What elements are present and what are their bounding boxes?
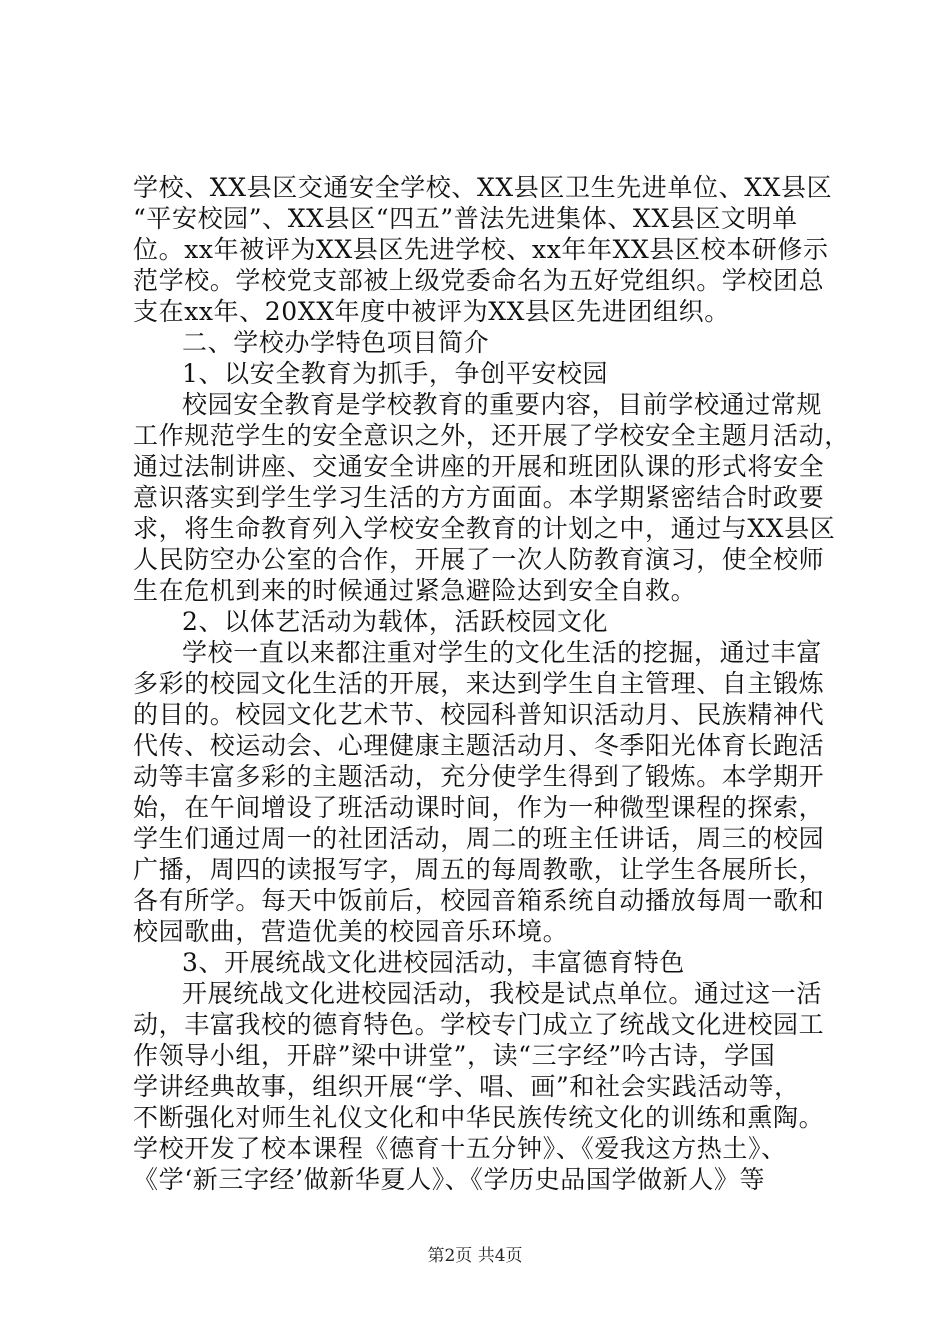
subsection-heading: 2、以体艺活动为载体，活跃校园文化 [182,607,609,636]
text-line: 多彩的校园文化生活的开展，来达到学生自主管理、自主锻炼 [133,669,825,698]
text-line: 求，将生命教育列入学校安全教育的计划之中，通过与XX县区 [133,514,836,543]
text-line: “平安校园”、XX县区“四五”普法先进集体、XX县区文明单 [133,204,798,233]
text-line: 意识落实到学生学习生活的方方面面。本学期紧密结合时政要 [133,483,825,512]
text-line: 工作规范学生的安全意识之外，还开展了学校安全主题月活动， [133,421,850,450]
text-line: 代传、校运动会、心理健康主题活动月、冬季阳光体育长跑活 [133,731,825,760]
text-line: 《学‘新三字经’做新华夏人》、《学历史品国学做新人》等 [133,1165,766,1194]
text-line: 开展统战文化进校园活动，我校是试点单位。通过这一活 [182,979,823,1008]
text-line: 学校、XX县区交通安全学校、XX县区卫生先进单位、XX县区 [133,173,833,202]
text-line: 学生们通过周一的社团活动，周二的班主任讲话，周三的校园 [133,824,825,853]
text-line: 通过法制讲座、交通安全讲座的开展和班团队课的形式将安全 [133,452,825,481]
text-line: 动，丰富我校的德育特色。学校专门成立了统战文化进校园工 [133,1010,825,1039]
text-line: 生在危机到来的时候通过紧急避险达到安全自救。 [133,576,697,605]
text-line: 学讲经典故事，组织开展“学、唱、画”和社会实践活动等， [133,1072,800,1101]
text-line: 校园安全教育是学校教育的重要内容，目前学校通过常规 [182,390,823,419]
text-line: 学校一直以来都注重对学生的文化生活的挖掘，通过丰富 [182,638,823,667]
text-line: 动等丰富多彩的主题活动，充分使学生得到了锻炼。本学期开 [133,762,825,791]
text-line: 始，在午间增设了班活动课时间，作为一种微型课程的探索， [133,793,825,822]
text-line: 的目的。校园文化艺术节、校园科普知识活动月、民族精神代 [133,700,825,729]
text-line: 广播，周四的读报写字，周五的每周教歌，让学生各展所长， [133,855,825,884]
text-line: 学校开发了校本课程《德育十五分钟》、《爱我这方热土》、 [133,1134,787,1163]
page-footer: 第2页 共4页 [427,1246,523,1266]
text-line: 各有所学。每天中饭前后，校园音箱系统自动播放每周一歌和 [133,886,825,915]
section-heading: 二、学校办学特色项目简介 [182,328,490,357]
subsection-heading: 3、开展统战文化进校园活动，丰富德育特色 [182,948,685,977]
text-line: 位。xx年被评为XX县区先进学校、xx年年XX县区校本研修示 [133,235,829,264]
subsection-heading: 1、以安全教育为抓手，争创平安校园 [182,359,609,388]
text-line: 校园歌曲，营造优美的校园音乐环境。 [133,917,569,946]
text-line: 范学校。学校党支部被上级党委命名为五好党组织。学校团总 [133,266,825,295]
text-line: 不断强化对师生礼仪文化和中华民族传统文化的训练和熏陶。 [133,1103,825,1132]
text-line: 作领导小组，开辟”梁中讲堂”，读“三字经”吟古诗，学国 [133,1041,776,1070]
text-line: 人民防空办公室的合作，开展了一次人防教育演习，使全校师 [133,545,825,574]
text-line: 支在xx年、20XX年度中被评为XX县区先进团组织。 [133,297,730,326]
